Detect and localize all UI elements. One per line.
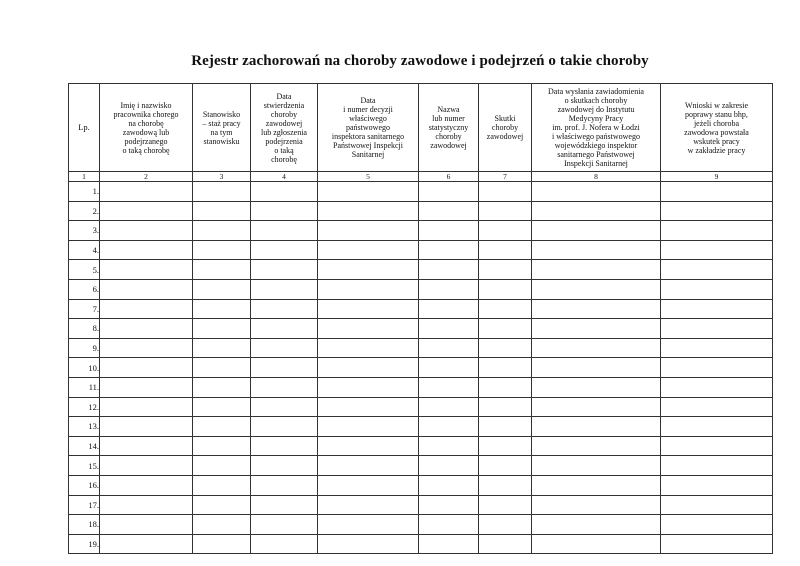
table-cell — [100, 417, 193, 437]
header-lp: Lp. — [69, 84, 100, 172]
table-row — [69, 201, 773, 221]
table-cell — [661, 240, 773, 260]
table-cell — [318, 436, 419, 456]
table-cell — [419, 534, 479, 554]
table-cell — [532, 182, 661, 202]
table-row — [69, 221, 773, 241]
table-cell — [318, 495, 419, 515]
column-number: 6 — [419, 172, 479, 182]
table-row — [69, 182, 773, 202]
table-cell — [318, 319, 419, 339]
table-cell — [100, 397, 193, 417]
table-cell — [419, 319, 479, 339]
table-cell — [661, 475, 773, 495]
table-cell — [100, 456, 193, 476]
table-cell — [318, 456, 419, 476]
table-cell — [479, 456, 532, 476]
table-cell — [193, 182, 251, 202]
table-cell — [318, 201, 419, 221]
table-cell — [661, 358, 773, 378]
table-cell — [251, 417, 318, 437]
table-cell — [479, 534, 532, 554]
table-cell — [100, 338, 193, 358]
table-cell — [193, 338, 251, 358]
row-number: 13. — [69, 417, 100, 437]
table-cell — [318, 397, 419, 417]
table-cell — [419, 201, 479, 221]
table-cell — [251, 338, 318, 358]
table-cell — [419, 221, 479, 241]
table-cell — [532, 417, 661, 437]
table-cell — [479, 260, 532, 280]
table-cell — [661, 338, 773, 358]
row-number: 5. — [69, 260, 100, 280]
row-number: 4. — [69, 240, 100, 260]
table-cell — [532, 240, 661, 260]
table-cell — [100, 279, 193, 299]
table-cell — [532, 397, 661, 417]
table-cell — [479, 299, 532, 319]
table-cell — [100, 534, 193, 554]
header-diagnosis-date: Data stwierdzenia choroby zawodowej lub zgłoszenia podejrzenia o taką chorobę — [251, 84, 318, 172]
table-cell — [193, 436, 251, 456]
table-cell — [318, 417, 419, 437]
table-cell — [479, 201, 532, 221]
row-number: 6. — [69, 279, 100, 299]
row-number: 2. — [69, 201, 100, 221]
table-cell — [661, 436, 773, 456]
table-cell — [251, 240, 318, 260]
table-cell — [251, 534, 318, 554]
table-row — [69, 397, 773, 417]
table-row — [69, 240, 773, 260]
table-row — [69, 475, 773, 495]
table-cell — [193, 515, 251, 535]
table-cell — [100, 495, 193, 515]
column-number: 3 — [193, 172, 251, 182]
table-cell — [100, 182, 193, 202]
table-cell — [479, 377, 532, 397]
table-cell — [661, 319, 773, 339]
table-cell — [532, 436, 661, 456]
row-number: 17. — [69, 495, 100, 515]
table-row — [69, 436, 773, 456]
row-number: 10. — [69, 358, 100, 378]
table-cell — [479, 279, 532, 299]
table-cell — [419, 515, 479, 535]
row-number: 19. — [69, 534, 100, 554]
table-cell — [419, 240, 479, 260]
table-cell — [532, 515, 661, 535]
table-cell — [318, 299, 419, 319]
table-cell — [479, 319, 532, 339]
table-cell — [100, 515, 193, 535]
table-cell — [193, 299, 251, 319]
row-number: 18. — [69, 515, 100, 535]
table-cell — [532, 279, 661, 299]
header-decision: Data i numer decyzji właściwego państwowego inspektora sanitarnego Państwowej Inspekcji Sanitarnej — [318, 84, 419, 172]
table-cell — [532, 299, 661, 319]
table-cell — [419, 299, 479, 319]
table-cell — [532, 475, 661, 495]
table-cell — [100, 240, 193, 260]
table-cell — [100, 358, 193, 378]
table-cell — [419, 456, 479, 476]
table-cell — [532, 319, 661, 339]
table-cell — [318, 534, 419, 554]
row-number: 9. — [69, 338, 100, 358]
table-cell — [532, 534, 661, 554]
table-cell — [100, 201, 193, 221]
table-cell — [661, 201, 773, 221]
header-conclusions: Wnioski w zakresie poprawy stanu bhp, jeżeli choroba zawodowa powstała wskutek pracy w zakładzie pracy — [661, 84, 773, 172]
header-position: Stanowisko – staż pracy na tym stanowisku — [193, 84, 251, 172]
table-cell — [532, 358, 661, 378]
table-cell — [661, 515, 773, 535]
table-cell — [419, 358, 479, 378]
table-cell — [532, 495, 661, 515]
table-cell — [193, 279, 251, 299]
table-cell — [100, 260, 193, 280]
table-cell — [479, 338, 532, 358]
column-number: 1 — [69, 172, 100, 182]
table-cell — [419, 417, 479, 437]
table-cell — [193, 534, 251, 554]
table-cell — [419, 495, 479, 515]
table-cell — [251, 201, 318, 221]
table-cell — [193, 475, 251, 495]
table-cell — [318, 377, 419, 397]
table-cell — [318, 240, 419, 260]
row-number: 3. — [69, 221, 100, 241]
table-cell — [479, 495, 532, 515]
table-cell — [661, 397, 773, 417]
column-number: 8 — [532, 172, 661, 182]
table-cell — [193, 221, 251, 241]
table-cell — [251, 475, 318, 495]
table-cell — [419, 182, 479, 202]
row-number: 8. — [69, 319, 100, 339]
table-cell — [318, 515, 419, 535]
table-row — [69, 534, 773, 554]
table-cell — [661, 260, 773, 280]
table-cell — [479, 397, 532, 417]
table-cell — [193, 319, 251, 339]
column-number: 4 — [251, 172, 318, 182]
row-number: 1. — [69, 182, 100, 202]
table-cell — [100, 299, 193, 319]
row-number: 16. — [69, 475, 100, 495]
table-cell — [251, 260, 318, 280]
table-cell — [318, 475, 419, 495]
table-cell — [419, 377, 479, 397]
table-cell — [661, 377, 773, 397]
table-cell — [532, 338, 661, 358]
table-cell — [318, 221, 419, 241]
table-cell — [193, 417, 251, 437]
table-cell — [251, 377, 318, 397]
table-cell — [318, 260, 419, 280]
table-cell — [419, 436, 479, 456]
table-cell — [419, 397, 479, 417]
table-cell — [193, 358, 251, 378]
table-row — [69, 319, 773, 339]
table-cell — [532, 456, 661, 476]
table-row — [69, 417, 773, 437]
table-cell — [100, 377, 193, 397]
table-cell — [251, 358, 318, 378]
row-number: 14. — [69, 436, 100, 456]
table-cell — [532, 260, 661, 280]
table-cell — [251, 319, 318, 339]
table-cell — [251, 182, 318, 202]
table-cell — [251, 436, 318, 456]
table-cell — [251, 279, 318, 299]
column-number: 7 — [479, 172, 532, 182]
table-cell — [532, 201, 661, 221]
table-cell — [251, 456, 318, 476]
table-cell — [419, 338, 479, 358]
table-cell — [479, 436, 532, 456]
table-cell — [419, 260, 479, 280]
table-cell — [661, 495, 773, 515]
row-number: 7. — [69, 299, 100, 319]
header-row — [69, 84, 773, 172]
table-cell — [532, 377, 661, 397]
table-cell — [479, 221, 532, 241]
table-cell — [251, 221, 318, 241]
table-row — [69, 456, 773, 476]
table-row — [69, 377, 773, 397]
table-row — [69, 279, 773, 299]
table-cell — [251, 495, 318, 515]
table-cell — [661, 417, 773, 437]
table-cell — [100, 221, 193, 241]
table-cell — [661, 299, 773, 319]
table-cell — [318, 279, 419, 299]
table-cell — [318, 358, 419, 378]
table-cell — [479, 182, 532, 202]
row-number: 11. — [69, 377, 100, 397]
column-number: 9 — [661, 172, 773, 182]
table-row — [69, 358, 773, 378]
table-cell — [100, 319, 193, 339]
table-cell — [419, 475, 479, 495]
header-notification-date: Data wysłania zawiadomienia o skutkach choroby zawodowej do Instytutu Medycyny Pracy im. prof. J. Nofera w Łodzi i właściwego państwowego wojewódzkiego inspektor sanitarnego Państwowej Inspekcji Sanitarnej — [532, 84, 661, 172]
table-cell — [100, 475, 193, 495]
table-row — [69, 260, 773, 280]
table-cell — [479, 417, 532, 437]
table-cell — [479, 358, 532, 378]
table-cell — [661, 279, 773, 299]
page-title: Rejestr zachorowań na choroby zawodowe i podejrzeń o takie choroby — [191, 53, 649, 69]
register-table — [68, 83, 773, 554]
table-cell — [532, 221, 661, 241]
table-cell — [193, 240, 251, 260]
table-cell — [193, 201, 251, 221]
table-cell — [479, 515, 532, 535]
header-effects: Skutki choroby zawodowej — [479, 84, 532, 172]
table-cell — [193, 495, 251, 515]
table-cell — [479, 475, 532, 495]
column-number-row — [69, 172, 773, 182]
table-cell — [193, 397, 251, 417]
table-cell — [479, 240, 532, 260]
table-row — [69, 299, 773, 319]
table-cell — [661, 534, 773, 554]
table-cell — [251, 299, 318, 319]
table-cell — [318, 338, 419, 358]
row-number: 12. — [69, 397, 100, 417]
table-cell — [251, 515, 318, 535]
table-cell — [193, 377, 251, 397]
table-row — [69, 515, 773, 535]
table-row — [69, 338, 773, 358]
table-row — [69, 495, 773, 515]
table-cell — [419, 279, 479, 299]
table-cell — [661, 456, 773, 476]
header-disease-name: Nazwa lub numer statystyczny choroby zawodowej — [419, 84, 479, 172]
table-cell — [193, 260, 251, 280]
table-cell — [661, 182, 773, 202]
table-cell — [193, 456, 251, 476]
table-cell — [251, 397, 318, 417]
table-cell — [661, 221, 773, 241]
column-number: 5 — [318, 172, 419, 182]
column-number: 2 — [100, 172, 193, 182]
header-employee-name: Imię i nazwisko pracownika chorego na chorobę zawodową lub podejrzanego o taką chorobę — [100, 84, 193, 172]
table-cell — [100, 436, 193, 456]
row-number: 15. — [69, 456, 100, 476]
table-cell — [318, 182, 419, 202]
